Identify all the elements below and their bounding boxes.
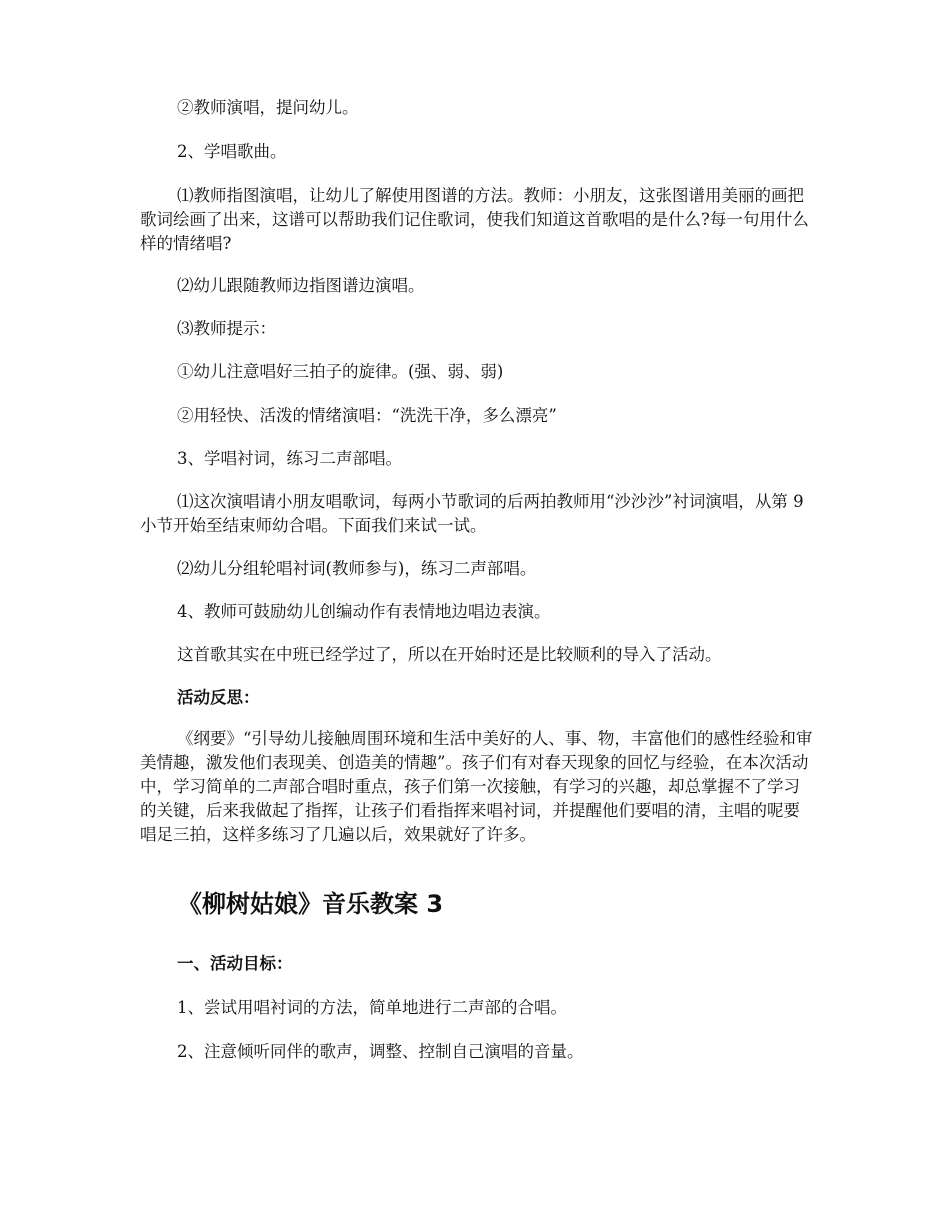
- paragraph-follow-teacher: ⑵幼儿跟随教师边指图谱边演唱。: [177, 276, 425, 295]
- paragraph-teacher-tips: ⑶教师提示：: [177, 319, 276, 338]
- paragraph-learn-filler-words: 3、学唱衬词，练习二声部唱。: [177, 449, 402, 468]
- paragraph-learn-song: 2、学唱歌曲。: [177, 142, 287, 161]
- paragraph-light-mood: ②用轻快、活泼的情绪演唱：“洗洗干净，多么漂亮”: [177, 406, 557, 425]
- section-title: 《柳树姑娘》音乐教案 3: [178, 890, 444, 918]
- paragraph-filler-performance: ⑴这次演唱请小朋友唱歌词，每两小节歌词的后两拍教师用“沙沙沙”衬词演唱，从第 9 小节开始至结束师幼合唱。下面我们来试一试。: [140, 492, 804, 535]
- paragraph-picture-score: ⑴教师指图演唱，让幼儿了解使用图谱的方法。教师：小朋友，这张图谱用美丽的画把歌词绘画了出来，这谱可以帮助我们记住歌词，使我们知道这首歌唱的是什么?每一句用什么样的情绪唱?: [140, 186, 809, 253]
- reflection-label: 活动反思：: [177, 688, 260, 707]
- paragraph-three-beat: ①幼儿注意唱好三拍子的旋律。(强、弱、弱): [177, 362, 504, 381]
- goal-item: 2、注意倾听同伴的歌声，调整、控制自己演唱的音量。: [177, 1042, 584, 1061]
- paragraph-middle-class: 这首歌其实在中班已经学过了，所以在开始时还是比较顺利的导入了活动。: [177, 645, 722, 664]
- paragraph-create-actions: 4、教师可鼓励幼儿创编动作有表情地边唱边表演。: [177, 602, 551, 621]
- goal-item: 1、尝试用唱衬词的方法，简单地进行二声部的合唱。: [177, 998, 567, 1017]
- reflection-text: 《纲要》“引导幼儿接触周围环境和生活中美好的人、事、物，丰富他们的感性经验和审美情趣，激发他们表现美、创造美的情趣”。孩子们有对春天现象的回忆与经验，在本次活动中，学习简单的二声部合唱时重点，孩子们第一次接触，有学习的兴趣，却总掌握不了学习的关键，后来我做起了指挥，让孩子们看指挥来唱衬词，并提醒他们要唱的清，主唱的呢要唱足三拍，这样多练习了几遍以后，效果就好了许多。: [140, 729, 813, 844]
- paragraph-teacher-sings: ②教师演唱，提问幼儿。: [177, 98, 359, 117]
- goals-label: 一、活动目标：: [177, 954, 293, 973]
- paragraph-group-rounds: ⑵幼儿分组轮唱衬词(教师参与)，练习二声部唱。: [177, 559, 537, 578]
